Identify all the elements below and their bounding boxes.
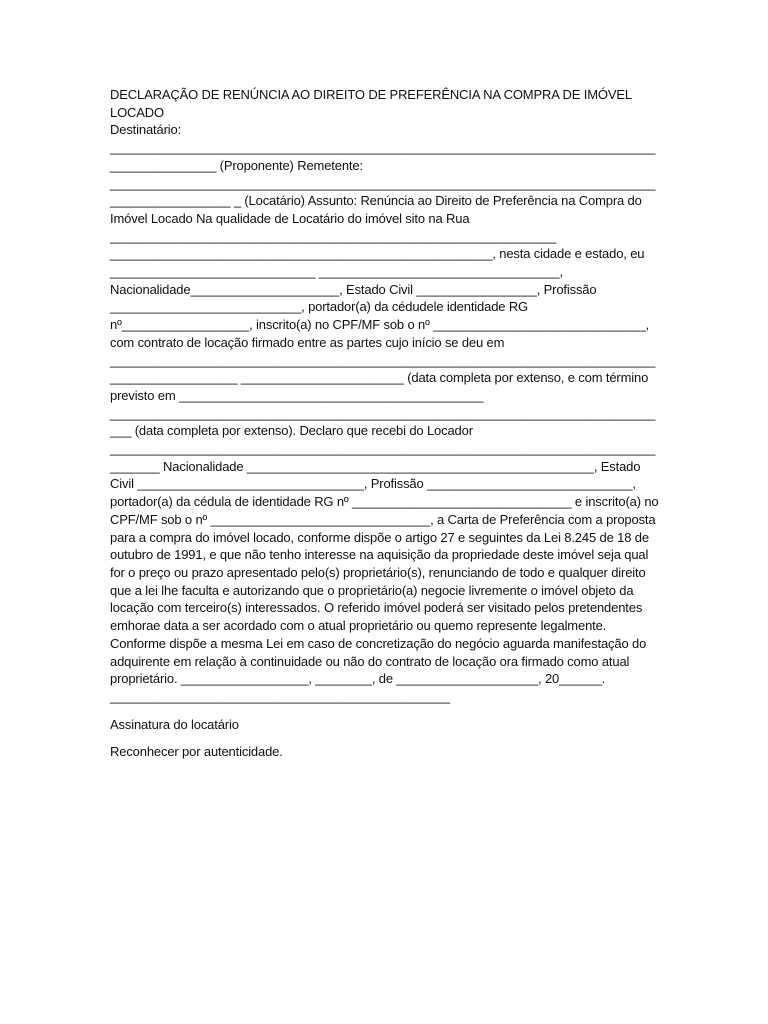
document-body xyxy=(110,86,660,761)
document-title: DECLARAÇÃO DE RENÚNCIA AO DIREITO DE PREFERÊNCIA NA COMPRA DE IMÓVEL LOCADO xyxy=(110,87,635,120)
footer-note: Reconhecer por autenticidade. xyxy=(110,744,283,760)
document-text: Destinatário: ____________________________________________________________________________________________ (Proponente) Remetente: ______________________________________________________________________________________________ _ (Locatário) Assunto: Renúncia ao Direito de Preferência na Compra do Imóvel Locado Na qualidade de Locatário do imóvel sito na Rua _______________________________________________________________ ______________________________________________________, nesta cidade e estado, eu _____________________________ __________________________________, Nacionalidade_____________________, Estado Civil _________________, Profissão ___________________________, portador(a) da cédudele identidade RG nº__________________, inscrito(a) no CPF/MF sob o nº ______________________________, com contrato de locação firmado entre as partes cujo início se deu em _______________________________________________________________________________________________ _______________________ (data completa por extenso, e com término previsto em ___________________________________________ ________________________________________________________________________________ (data completa por extenso). Declaro que recebi do Locador ____________________________________________________________________________________ Nacionalidade _________________________________________________, Estado Civil ________________________________, Profissão _____________________________, portador(a) da cédula de identidade RG nº _______________________________ e inscrito(a) no CPF/MF sob o nº _______________________________, a Carta de Preferência com a proposta para a compra do imóvel locado, conforme dispõe o artigo 27 e seguintes da Lei 8.245 de 18 de outubro de 1991, e que não tenho interesse na aquisição da propriedade deste imóvel seja qual for o preço ou prazo apresentado pelo(s) proprietário(s), renunciando de todo e qualquer direito que a lei lhe faculta e autorizando que o proprietário(a) negocie livremente o imóvel objeto da locação com terceiro(s) interessados. O referido imóvel poderá ser visitado pelos pretendentes emhorae data a ser acordado com o atual proprietário ou quemo represente legalmente. Conforme dispõe a mesma Lei em caso de concretização do negócio aguarda manifestação do adquirente em relação à continuidade ou não do contrato de locação ora firmado como atual proprietário. __________________, ________, de ____________________, 20______. ________________________________________________ xyxy=(110,122,662,704)
signature-label: Assinatura do locatário xyxy=(110,716,239,732)
